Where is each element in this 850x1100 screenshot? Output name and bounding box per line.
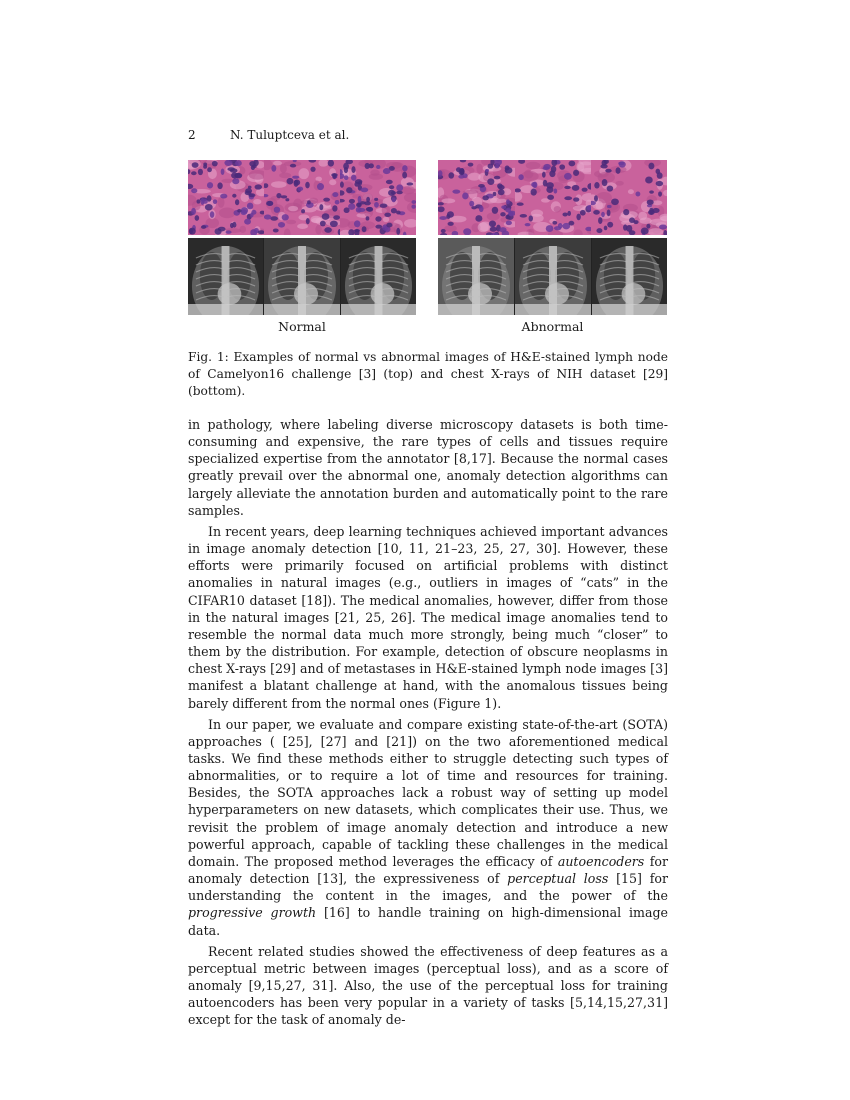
paragraph-3-part-b: for anomaly detection [13], the expressiveness of [188, 853, 668, 887]
page-number: 2 [188, 128, 196, 142]
body-text [188, 416, 668, 1028]
abnormal-histology-image-3 [591, 160, 667, 235]
normal-panel [188, 160, 416, 334]
paragraph-2: In recent years, deep learning techniques achieved important advances in image anomaly detection [10, 11, 21–23, 25, 27, 30]. However, these efforts were primarily focused on artificial problems with distinct anomalies in natural images (e.g., outliers in images of “cats” in the CIFAR10 dataset [18]). The medical anomalies, however, differ from those in the natural images [21, 25, 26]. The medical image anomalies tend to resemble the normal data much more strongly, being much “closer” to them by the distribution. For example, detection of obscure neoplasms in chest X-rays [29] and of metastases in H&E-stained lymph node images [3] manifest a blatant challenge at hand, with the anomalous tissues being barely different from the normal ones (Figure 1). [188, 523, 668, 711]
paragraph-4: Recent related studies showed the effectiveness of deep features as a perceptual metric between images (perceptual loss), and as a score of anomaly [9,15,27, 31]. Also, the use of the perceptual loss for training autoencoders has been very popular in a variety of tasks [5,14,15,27,31] except for the task of anomaly de- [188, 943, 668, 1028]
normal-xray-image-2 [264, 238, 340, 315]
paragraph-3 [188, 716, 668, 939]
abnormal-label: Abnormal [521, 319, 584, 334]
running-head-authors: N. Tuluptceva et al. [230, 128, 350, 142]
paragraph-1: in pathology, where labeling diverse microscopy datasets is both time-consuming and expensive, the rare types of cells and tissues require specialized expertise from the annotator [8,17]. Because the normal cases greatly prevail over the abnormal one, anomaly detection algorithms can largely alleviate the annotation burden and automatically point to the rare samples. [188, 417, 668, 518]
abnormal-xray-strip [438, 238, 667, 315]
normal-histology-image-3 [340, 160, 416, 235]
normal-histology-image-1 [188, 160, 264, 235]
figure-1 [188, 160, 667, 338]
running-head [188, 128, 668, 142]
normal-xray-image-3 [341, 238, 416, 315]
abnormal-histology-strip [438, 160, 667, 235]
term-progressive-growth: progressive growth [188, 905, 317, 921]
abnormal-histology-image-1 [438, 160, 515, 235]
normal-xray-strip [188, 238, 416, 315]
paragraph-3-part-a: In our paper, we evaluate and compare existing state-of-the-art (SOTA) approaches ( [25], [27] and [21]) on the two aforementioned medical tasks. We find these methods either to struggle detecting such types of abnormalities, or to require a lot of time and resources for training. Besides, the SOTA approaches lack a robust way of setting up model hyperparameters on new datasets, which complicates their use. Thus, we revisit the problem of image anomaly detection and introduce a new powerful approach, capable of tackling these challenges in the medical domain. The proposed method leverages the efficacy of [188, 716, 668, 869]
term-autoencoders: autoencoders [557, 853, 645, 869]
abnormal-xray-image-3 [592, 238, 667, 315]
paragraph-3-part-c: [15] for understanding the content in the images, and the power of the [188, 871, 668, 904]
abnormal-xray-image-2 [515, 238, 591, 315]
normal-label: Normal [278, 319, 326, 334]
abnormal-panel [438, 160, 667, 334]
term-perceptual-loss: perceptual loss [507, 871, 609, 887]
abnormal-xray-image-1 [438, 238, 514, 315]
abnormal-histology-image-2 [515, 160, 591, 235]
figure-caption: Fig. 1: Examples of normal vs abnormal images of H&E-stained lymph node of Camelyon16 challenge [3] (top) and chest X-rays of NIH dataset [29] (bottom). [188, 350, 668, 398]
normal-histology-strip [188, 160, 416, 235]
paragraph-3-part-d: [16] to handle training on high-dimensional image data. [188, 905, 668, 938]
normal-xray-image-1 [188, 238, 263, 315]
normal-histology-image-2 [264, 160, 340, 235]
